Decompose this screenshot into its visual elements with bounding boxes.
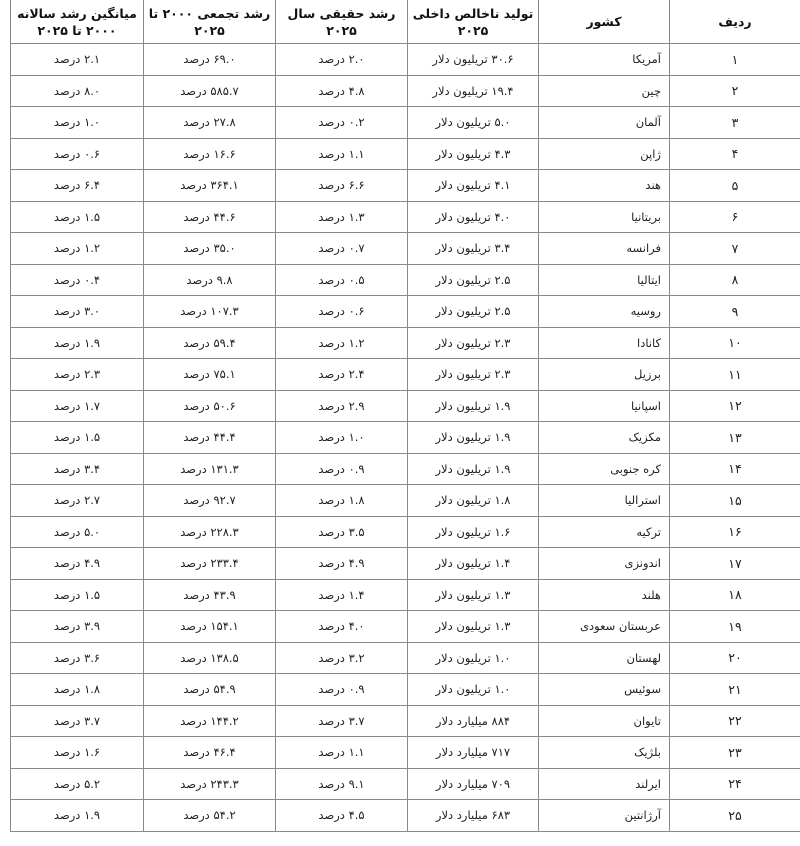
gdp-cell: ۶۸۳ میلیارد دلار — [408, 800, 539, 832]
table-row — [11, 264, 800, 296]
rank-cell: ۶ — [670, 201, 800, 233]
real-growth-cell: ۱.۳ درصد — [276, 201, 408, 233]
avg-growth-cell: ۳.۴ درصد — [11, 453, 144, 485]
cumulative-growth-cell: ۳۶۴.۱ درصد — [144, 170, 276, 202]
cumulative-growth-cell: ۹.۸ درصد — [144, 264, 276, 296]
gdp-cell: ۱.۸ تریلیون دلار — [408, 485, 539, 517]
avg-growth-cell: ۱.۹ درصد — [11, 800, 144, 832]
table-row — [11, 201, 800, 233]
table-row — [11, 359, 800, 391]
table-row — [11, 800, 800, 832]
country-cell: مکزیک — [539, 422, 670, 454]
real-growth-cell: ۴.۹ درصد — [276, 548, 408, 580]
table-row — [11, 642, 800, 674]
real-growth-cell: ۹.۱ درصد — [276, 768, 408, 800]
gdp-cell: ۱.۳ تریلیون دلار — [408, 611, 539, 643]
table-row — [11, 422, 800, 454]
country-cell: استرالیا — [539, 485, 670, 517]
country-cell: کره جنوبی — [539, 453, 670, 485]
header-row — [11, 0, 800, 44]
rank-cell: ۱۳ — [670, 422, 800, 454]
rank-cell: ۳ — [670, 107, 800, 139]
cumulative-growth-cell: ۴۳.۹ درصد — [144, 579, 276, 611]
real-growth-cell: ۴.۰ درصد — [276, 611, 408, 643]
rank-cell: ۱۰ — [670, 327, 800, 359]
cumulative-growth-cell: ۱۳۸.۵ درصد — [144, 642, 276, 674]
rank-cell: ۲ — [670, 75, 800, 107]
rank-cell: ۲۰ — [670, 642, 800, 674]
gdp-cell: ۱.۹ تریلیون دلار — [408, 422, 539, 454]
avg-growth-cell: ۰.۴ درصد — [11, 264, 144, 296]
cumulative-growth-cell: ۷۵.۱ درصد — [144, 359, 276, 391]
real-growth-cell: ۴.۵ درصد — [276, 800, 408, 832]
real-growth-cell: ۰.۲ درصد — [276, 107, 408, 139]
avg-growth-cell: ۱.۵ درصد — [11, 201, 144, 233]
gdp-cell: ۱.۴ تریلیون دلار — [408, 548, 539, 580]
country-cell: بلژیک — [539, 737, 670, 769]
gdp-cell: ۲.۳ تریلیون دلار — [408, 327, 539, 359]
table-row — [11, 674, 800, 706]
country-cell: آرژانتین — [539, 800, 670, 832]
avg-growth-cell: ۳.۹ درصد — [11, 611, 144, 643]
rank-cell: ۴ — [670, 138, 800, 170]
cumulative-growth-cell: ۴۴.۴ درصد — [144, 422, 276, 454]
avg-growth-cell: ۱.۰ درصد — [11, 107, 144, 139]
avg-growth-cell: ۱.۸ درصد — [11, 674, 144, 706]
gdp-cell: ۳.۴ تریلیون دلار — [408, 233, 539, 265]
real-growth-cell: ۶.۶ درصد — [276, 170, 408, 202]
avg-growth-cell: ۲.۷ درصد — [11, 485, 144, 517]
cumulative-growth-cell: ۴۶.۴ درصد — [144, 737, 276, 769]
avg-growth-cell: ۲.۳ درصد — [11, 359, 144, 391]
cumulative-growth-cell: ۵۰.۶ درصد — [144, 390, 276, 422]
cumulative-growth-cell: ۲۳۳.۴ درصد — [144, 548, 276, 580]
cumulative-growth-cell: ۱۴۴.۲ درصد — [144, 705, 276, 737]
table-row — [11, 75, 800, 107]
gdp-cell: ۱۹.۴ تریلیون دلار — [408, 75, 539, 107]
table-row — [11, 296, 800, 328]
real-growth-cell: ۲.۹ درصد — [276, 390, 408, 422]
avg-growth-cell: ۳.۶ درصد — [11, 642, 144, 674]
rank-cell: ۲۲ — [670, 705, 800, 737]
cumulative-growth-cell: ۶۹.۰ درصد — [144, 44, 276, 76]
cumulative-growth-cell: ۱۰۷.۳ درصد — [144, 296, 276, 328]
avg-growth-cell: ۴.۹ درصد — [11, 548, 144, 580]
rank-cell: ۷ — [670, 233, 800, 265]
real-growth-cell: ۰.۹ درصد — [276, 453, 408, 485]
real-growth-cell: ۰.۷ درصد — [276, 233, 408, 265]
country-cell: ترکیه — [539, 516, 670, 548]
real-growth-cell: ۳.۲ درصد — [276, 642, 408, 674]
rank-cell: ۱۲ — [670, 390, 800, 422]
rank-cell: ۱۱ — [670, 359, 800, 391]
real-growth-cell: ۴.۸ درصد — [276, 75, 408, 107]
rank-cell: ۱۴ — [670, 453, 800, 485]
avg-growth-cell: ۱.۷ درصد — [11, 390, 144, 422]
cumulative-growth-cell: ۳۵.۰ درصد — [144, 233, 276, 265]
rank-cell: ۸ — [670, 264, 800, 296]
avg-growth-cell: ۵.۰ درصد — [11, 516, 144, 548]
cumulative-growth-cell: ۵۴.۹ درصد — [144, 674, 276, 706]
avg-growth-cell: ۱.۵ درصد — [11, 422, 144, 454]
rank-cell: ۲۱ — [670, 674, 800, 706]
table-row — [11, 768, 800, 800]
country-cell: ایتالیا — [539, 264, 670, 296]
country-cell: کانادا — [539, 327, 670, 359]
country-cell: تایوان — [539, 705, 670, 737]
avg-growth-cell: ۳.۷ درصد — [11, 705, 144, 737]
avg-growth-cell: ۱.۵ درصد — [11, 579, 144, 611]
country-cell: هند — [539, 170, 670, 202]
gdp-cell: ۱.۹ تریلیون دلار — [408, 453, 539, 485]
table-row — [11, 44, 800, 76]
country-cell: ایرلند — [539, 768, 670, 800]
rank-cell: ۹ — [670, 296, 800, 328]
real-growth-cell: ۲.۴ درصد — [276, 359, 408, 391]
gdp-cell: ۸۸۴ میلیارد دلار — [408, 705, 539, 737]
table-row — [11, 390, 800, 422]
header-gdp: تولید ناخالص داخلی ۲۰۲۵ — [408, 0, 539, 44]
rank-cell: ۵ — [670, 170, 800, 202]
cumulative-growth-cell: ۵۹.۴ درصد — [144, 327, 276, 359]
header-country: کشور — [539, 0, 670, 44]
gdp-cell: ۷۰۹ میلیارد دلار — [408, 768, 539, 800]
real-growth-cell: ۲.۰ درصد — [276, 44, 408, 76]
rank-cell: ۱۸ — [670, 579, 800, 611]
cumulative-growth-cell: ۲۷.۸ درصد — [144, 107, 276, 139]
real-growth-cell: ۱.۴ درصد — [276, 579, 408, 611]
avg-growth-cell: ۱.۹ درصد — [11, 327, 144, 359]
real-growth-cell: ۳.۷ درصد — [276, 705, 408, 737]
rank-cell: ۱۹ — [670, 611, 800, 643]
cumulative-growth-cell: ۴۴.۶ درصد — [144, 201, 276, 233]
rank-cell: ۱۷ — [670, 548, 800, 580]
table-row — [11, 579, 800, 611]
avg-growth-cell: ۱.۶ درصد — [11, 737, 144, 769]
table-row — [11, 516, 800, 548]
country-cell: عربستان سعودی — [539, 611, 670, 643]
real-growth-cell: ۱.۱ درصد — [276, 737, 408, 769]
country-cell: روسیه — [539, 296, 670, 328]
table-row — [11, 611, 800, 643]
table-row — [11, 548, 800, 580]
country-cell: لهستان — [539, 642, 670, 674]
country-cell: هلند — [539, 579, 670, 611]
country-cell: چین — [539, 75, 670, 107]
avg-growth-cell: ۶.۴ درصد — [11, 170, 144, 202]
gdp-cell: ۱.۳ تریلیون دلار — [408, 579, 539, 611]
gdp-cell: ۱.۶ تریلیون دلار — [408, 516, 539, 548]
gdp-cell: ۴.۳ تریلیون دلار — [408, 138, 539, 170]
cumulative-growth-cell: ۲۴۳.۳ درصد — [144, 768, 276, 800]
real-growth-cell: ۱.۱ درصد — [276, 138, 408, 170]
country-cell: آمریکا — [539, 44, 670, 76]
country-cell: اسپانیا — [539, 390, 670, 422]
country-cell: بریتانیا — [539, 201, 670, 233]
country-cell: ژاپن — [539, 138, 670, 170]
avg-growth-cell: ۳.۰ درصد — [11, 296, 144, 328]
cumulative-growth-cell: ۵۴.۲ درصد — [144, 800, 276, 832]
header-cumulative-growth: رشد تجمعی ۲۰۰۰ تا ۲۰۲۵ — [144, 0, 276, 44]
rank-cell: ۱ — [670, 44, 800, 76]
avg-growth-cell: ۸.۰ درصد — [11, 75, 144, 107]
cumulative-growth-cell: ۱۳۱.۳ درصد — [144, 453, 276, 485]
rank-cell: ۱۶ — [670, 516, 800, 548]
real-growth-cell: ۱.۸ درصد — [276, 485, 408, 517]
country-cell: سوئیس — [539, 674, 670, 706]
real-growth-cell: ۳.۵ درصد — [276, 516, 408, 548]
table-row — [11, 233, 800, 265]
country-cell: آلمان — [539, 107, 670, 139]
gdp-cell: ۴.۰ تریلیون دلار — [408, 201, 539, 233]
cumulative-growth-cell: ۲۲۸.۳ درصد — [144, 516, 276, 548]
country-cell: فرانسه — [539, 233, 670, 265]
real-growth-cell: ۰.۹ درصد — [276, 674, 408, 706]
table-row — [11, 453, 800, 485]
avg-growth-cell: ۲.۱ درصد — [11, 44, 144, 76]
gdp-cell: ۱.۹ تریلیون دلار — [408, 390, 539, 422]
gdp-cell: ۲.۵ تریلیون دلار — [408, 264, 539, 296]
real-growth-cell: ۰.۵ درصد — [276, 264, 408, 296]
gdp-table — [10, 0, 800, 832]
table-row — [11, 327, 800, 359]
cumulative-growth-cell: ۱۶.۶ درصد — [144, 138, 276, 170]
avg-growth-cell: ۰.۶ درصد — [11, 138, 144, 170]
table-row — [11, 485, 800, 517]
table-row — [11, 737, 800, 769]
table-row — [11, 705, 800, 737]
table-row — [11, 170, 800, 202]
cumulative-growth-cell: ۹۲.۷ درصد — [144, 485, 276, 517]
gdp-cell: ۷۱۷ میلیارد دلار — [408, 737, 539, 769]
gdp-cell: ۴.۱ تریلیون دلار — [408, 170, 539, 202]
gdp-cell: ۵.۰ تریلیون دلار — [408, 107, 539, 139]
gdp-cell: ۱.۰ تریلیون دلار — [408, 642, 539, 674]
header-rank: ردیف — [670, 0, 800, 44]
avg-growth-cell: ۱.۲ درصد — [11, 233, 144, 265]
rank-cell: ۲۴ — [670, 768, 800, 800]
cumulative-growth-cell: ۵۸۵.۷ درصد — [144, 75, 276, 107]
rank-cell: ۱۵ — [670, 485, 800, 517]
gdp-cell: ۳۰.۶ تریلیون دلار — [408, 44, 539, 76]
real-growth-cell: ۰.۶ درصد — [276, 296, 408, 328]
gdp-cell: ۲.۵ تریلیون دلار — [408, 296, 539, 328]
gdp-cell: ۱.۰ تریلیون دلار — [408, 674, 539, 706]
header-real-growth: رشد حقیقی سال ۲۰۲۵ — [276, 0, 408, 44]
table-row — [11, 107, 800, 139]
gdp-cell: ۲.۳ تریلیون دلار — [408, 359, 539, 391]
country-cell: اندونزی — [539, 548, 670, 580]
real-growth-cell: ۱.۰ درصد — [276, 422, 408, 454]
country-cell: برزیل — [539, 359, 670, 391]
header-avg-annual-growth: میانگین رشد سالانه ۲۰۰۰ تا ۲۰۲۵ — [11, 0, 144, 44]
rank-cell: ۲۳ — [670, 737, 800, 769]
table-row — [11, 138, 800, 170]
cumulative-growth-cell: ۱۵۴.۱ درصد — [144, 611, 276, 643]
avg-growth-cell: ۵.۲ درصد — [11, 768, 144, 800]
rank-cell: ۲۵ — [670, 800, 800, 832]
real-growth-cell: ۱.۲ درصد — [276, 327, 408, 359]
